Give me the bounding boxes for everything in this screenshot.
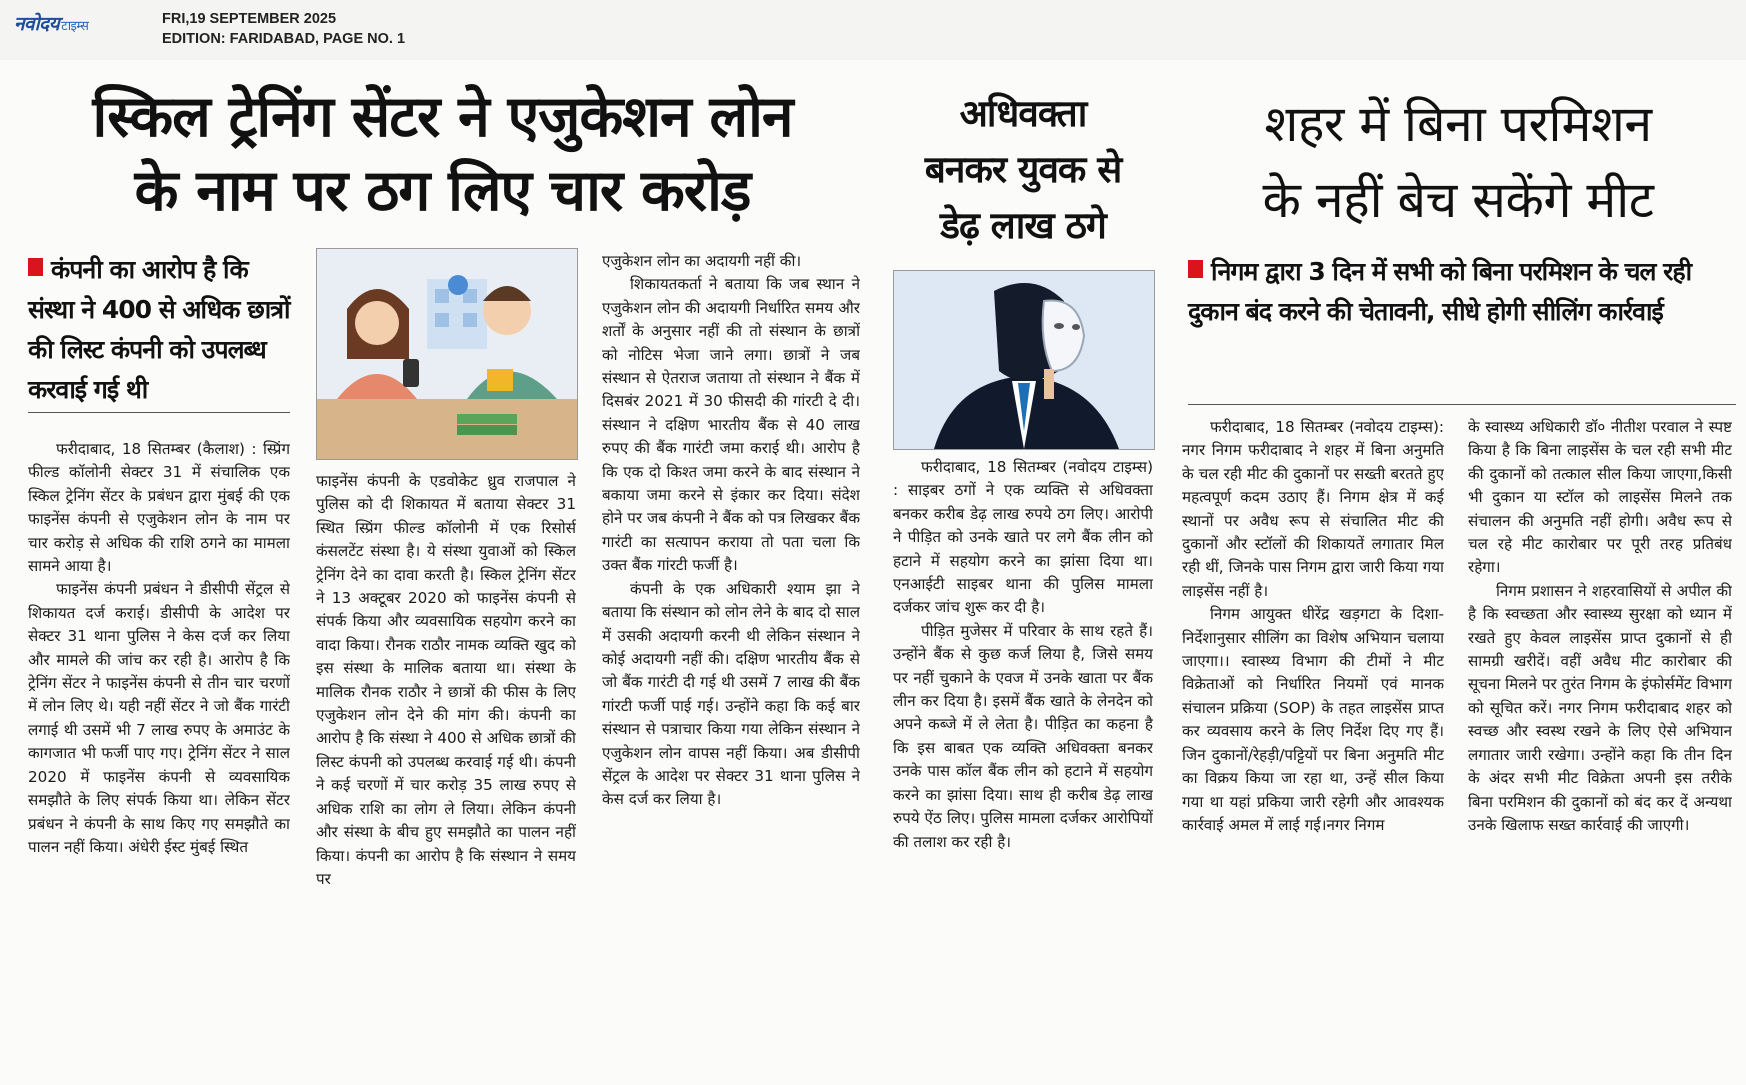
masthead-bar: [0, 0, 1746, 58]
story1-column-3: [602, 250, 860, 1028]
story3-column-1: [1182, 416, 1444, 1028]
story3-col1-para2: निगम आयुक्त धीरेंद्र खड़गटा के दिशा-निर्देशानुसार सीलिंग का विशेष अभियान चलाया जाएगा।। स्वास्थ्य विभाग की टीमों ने मीट विक्रेताओं को निर्धारित नियमों एवं मानक संचालन प्रक्रिया (SOP) के तहत लाइसेंस प्राप्त कर व्यवसाय करने के लिए निर्देश दिए गए हैं। जिन दुकानों/रेहड़ी/पट्टियों पर बिना अनुमति मीट का विक्रय किया जा रहा था, उन्हें सील किया गया था यहां प्रकिया जारी रहेगी और आवश्यक कार्रवाई अमल में लाई गई।नगर निगम: [1182, 605, 1444, 834]
story1-col1-para2: फाइनेंस कंपनी प्रबंधन ने डीसीपी सेंट्रल से शिकायत दर्ज कराई। डीसीपी के आदेश पर सेक्टर 31 थाना पुलिस ने केस दर्ज कर लिया और मामले की जांच कर रही है। आरोप है कि ट्रेनिंग सेंटर ने फाइनेंस कंपनी से तीन चार चरणों में लोन लिए थे। यही नहीं सेंटर ने जो बैंक गारंटी लगाई थी उसमें भी 7 लाख रुपए के अमाउंट के कागजात भी फर्जी पाए गए। ट्रेनिंग सेंटर ने साल 2020 में फाइनेंस कंपनी से व्यवसायिक समझौते के लिए संपर्क किया था। लेकिन सेंटर प्रबंधन ने कंपनी के साथ किए गए समझौते का पालन नहीं किया। अंधेरी ईस्ट मुंबई स्थित: [28, 580, 290, 856]
story3-headline-line2: के नहीं बेच सकेंगे मीट: [1262, 171, 1654, 229]
story3-deck: [1188, 252, 1708, 332]
story3-col2-para1: के स्वास्थ्य अधिकारी डॉ० नीतीश परवाल ने स्पष्ट किया है कि बिना लाइसेंस के चल रही सभी मीट की दुकानों को तत्काल सील किया जाएगा,किसी भी दुकान या स्टॉल को लाइसेंस मिलने तक संचालन की अनुमति नहीं होगी। अवैध रूप से चल रहे मीट कारोबार पर पूरी तरह प्रतिबंध रहेगा।: [1468, 418, 1732, 577]
story1-column-2: [316, 470, 576, 1028]
story3-col2-para2: निगम प्रशासन ने शहरवासियों से अपील की है कि स्वच्छता और स्वास्थ्य सुरक्षा को ध्यान में रखते हुए केवल लाइसेंस प्राप्त दुकानों से ही सामग्री खरीदें। वहीं अवैध मीट कारोबार की सूचना मिलने पर तुरंत निगम के इंफोर्समेंट विभाग को सूचित करें। नगर निगम फरीदाबाद शहर को स्वच्छ और स्वस्थ रखने के लिए ऐसे अभियान लगातार जारी रखेगा। उन्होंने कहा कि तीन दिन के अंदर सभी मीट विक्रेता अपनी इस तरीके बिना परमिशन की दुकानों को बंद कर दें अन्यथा उनके खिलाफ सख्त कार्रवाई की जाएगी।: [1468, 581, 1732, 834]
story1-deck-text: कंपनी का आरोप है कि संस्था ने 400 से अधिक छात्रों की लिस्ट कंपनी को उपलब्ध करवाई गई थी: [28, 255, 290, 404]
story1-col3-para2: शिकायतकर्ता ने बताया कि जब स्थान ने एजुकेशन लोन की अदायगी निर्धारित समय और शर्तों के अनुसार नहीं की तो संस्थान के छात्रों को नोटिस भेजा जाने लगा। छात्रों ने जब संस्थान से ऐतराज जताया तो संस्थान ने बैंक में दिसबंर 2021 में 30 फीसदी की गांरटी दे दी। संस्थान ने दक्षिण भारतीय बैंक से 40 लाख रुपए की बैंक गारंटी जमा कराई थी। आरोप है कि एक दो किश्त जमा करने के बाद संस्थान ने बकाया जमा करने से इंकार कर दिया। संदेश होने पर जब कंपनी ने बैंक को पत्र लिखकर बैंक गारंटी का सत्यापन कराया तो पता चला कि उक्त बैंक गांरटी फर्जी है।: [602, 275, 860, 575]
loan-illustration-icon: [317, 249, 577, 459]
story2-photo[interactable]: [893, 270, 1155, 450]
story3-headline: [1178, 86, 1738, 238]
story2-column: [893, 456, 1153, 1028]
story3-headline-line1: शहर में बिना परमिशन: [1264, 95, 1652, 153]
bullet-square-icon: [28, 258, 43, 276]
story2-headline-line1: अधिवक्ता: [959, 92, 1087, 135]
edition-info: [162, 9, 405, 49]
logo-sub: टाइम्स: [61, 19, 89, 34]
newspaper-page: [0, 60, 1746, 1085]
story1-deck: [28, 250, 290, 410]
story1-col3-para1: एजुकेशन लोन का अदायगी नहीं की।: [602, 252, 802, 270]
newspaper-logo[interactable]: [14, 10, 88, 36]
story2-para2: पीड़ित मुजेसर में परिवार के साथ रहते हैं। उन्होंने बैंक से कुछ कर्ज लिया है, जिसे समय पर नहीं चुकाने के एवज में उनके खाता पर बैंक लीन कर दिया है। इसमें बैंक खाते के लेनदेन को अपने कब्जे में ले लेता है। पीड़ित का कहना है कि इस बाबत एक व्यक्ति अधिवक्ता बनकर उनके पास कॉल बैंक लीन को हटाने में सहयोग करने का झांसा दिया। साथ ही करीब डेढ़ लाख रुपये ऐंठ लिए। पुलिस मामला दर्जकर आरोपियों की तलाश कर रही है।: [893, 621, 1153, 851]
masked-man-icon: [894, 271, 1154, 449]
story1-col3-para3: कंपनी के एक अधिकारी श्याम झा ने बताया कि संस्थान को लोन लेने के बाद दो साल में उसकी अदायगी करनी थी लेकिन संस्थान ने कोई अदायगी नहीं की। दक्षिण भारतीय बैंक से जो बैंक गारंटी दी गई थी उसमें 7 लाख की बैंक गांरटी फर्जी पाई गई। उन्होंने कहा कि कई बार संस्थान से पत्राचार किया गया लेकिन संस्थान ने एजुकेशन लोन वापस नहीं किया। अब डीसीपी सेंट्रल के आदेश पर सेक्टर 31 थाना पुलिस ने केस दर्ज कर लिया है।: [602, 579, 860, 809]
story2-para1: फरीदाबाद, 18 सितम्बर (नवोदय टाइम्स) : साइबर ठगों ने एक व्यक्ति से अधिवक्ता बनकर करीब डेढ़ लाख रुपये ठग लिए। आरोपी ने पीड़ित को उनके खाते पर लगे बैंक लीन को हटाने में सहयोग करने का झांसा दिया था। एनआईटी साइबर थाना की पुलिस मामला दर्जकर जांच शुरू कर दी है।: [893, 458, 1153, 617]
story1-photo[interactable]: [316, 248, 578, 460]
story1-headline-line2: के नाम पर ठग लिए चार करोड़: [134, 158, 751, 224]
story2-headline: [888, 86, 1158, 254]
bullet-square-icon: [1188, 260, 1203, 278]
story2-headline-line3: डेढ़ लाख ठगे: [940, 204, 1106, 247]
story3-column-2: [1468, 416, 1732, 1028]
story1-deck-rule: [28, 412, 290, 413]
story3-deck-text: निगम द्वारा 3 दिन में सभी को बिना परमिशन के चल रही दुकान बंद करने की चेतावनी, सीधे होगी सीलिंग कार्रवाई: [1188, 257, 1692, 326]
story1-headline-line1: स्किल ट्रेनिंग सेंटर ने एजुकेशन लोन: [92, 84, 793, 150]
date-line: FRI,19 SEPTEMBER 2025: [162, 11, 337, 27]
logo-main: नवोदय: [14, 13, 60, 35]
story3-col1-para1: फरीदाबाद, 18 सितम्बर (नवोदय टाइम्स): नगर निगम फरीदाबाद ने शहर में बिना अनुमति के चल रही मीट की दुकानों पर सख्ती बरतते हुए महत्वपूर्ण कदम उठाए हैं। निगम क्षेत्र में कई स्थानों पर अवैध रूप से संचालित मीट की दुकानों और स्टॉलों की शिकायतें लगातार मिल रही थीं, जिनके पास निगम द्वारा जारी किया गया लाइसेंस नहीं है।: [1182, 418, 1444, 600]
edition-line: EDITION: FARIDABAD, PAGE NO. 1: [162, 31, 406, 47]
story2-headline-line2: बनकर युवक से: [924, 148, 1122, 191]
story1-headline: [20, 80, 865, 228]
story3-deck-rule: [1188, 404, 1736, 405]
story1-col2-para1: फाइनेंस कंपनी के एडवोकेट ध्रुव राजपाल ने पुलिस को दी शिकायत में बताया सेक्टर 31 स्थित स्प्रिंग फील्ड कॉलोनी में एक रिसोर्स कंसलटेंट संस्था है। ये संस्था युवाओं को स्किल ट्रेनिंग देने का दावा करती है। स्किल ट्रेनिंग सेंटर ने 13 अक्टूबर 2020 को फाइनेंस कंपनी से संपर्क किया और व्यवसायिक सहयोग करने का वादा किया। रौनक राठौर नामक व्यक्ति खुद को इस संस्था के मालिक बताया था। संस्था के मालिक रौनक राठौर ने छात्रों की फीस के लिए एजुकेशन लोन देने की मांग की। कंपनी का आरोप है कि संस्था ने 400 से अधिक छात्रों की लिस्ट कंपनी को उपलब्ध करवाई गई थी। कंपनी ने कई चरणों में चार करोड़ 35 लाख रुपए से अधिक राशि का लोग ले लिया। लेकिन कंपनी और संस्था के बीच हुए समझौते का पालन नहीं किया। कंपनी का आरोप है कि संस्थान ने समय पर: [316, 472, 576, 888]
story1-col1-para1: फरीदाबाद, 18 सितम्बर (कैलाश) : स्प्रिंग फील्ड कॉलोनी सेक्टर 31 में संचालिक एक स्किल ट्रेनिंग सेंटर के प्रबंधन द्वारा मुंबई की एक फाइनेंस कंपनी से एजुकेशन लोन के नाम पर चार करोड़ से अधिक की राशि ठगने का मामला सामने आया है।: [28, 440, 290, 576]
story1-column-1: [28, 438, 290, 1028]
